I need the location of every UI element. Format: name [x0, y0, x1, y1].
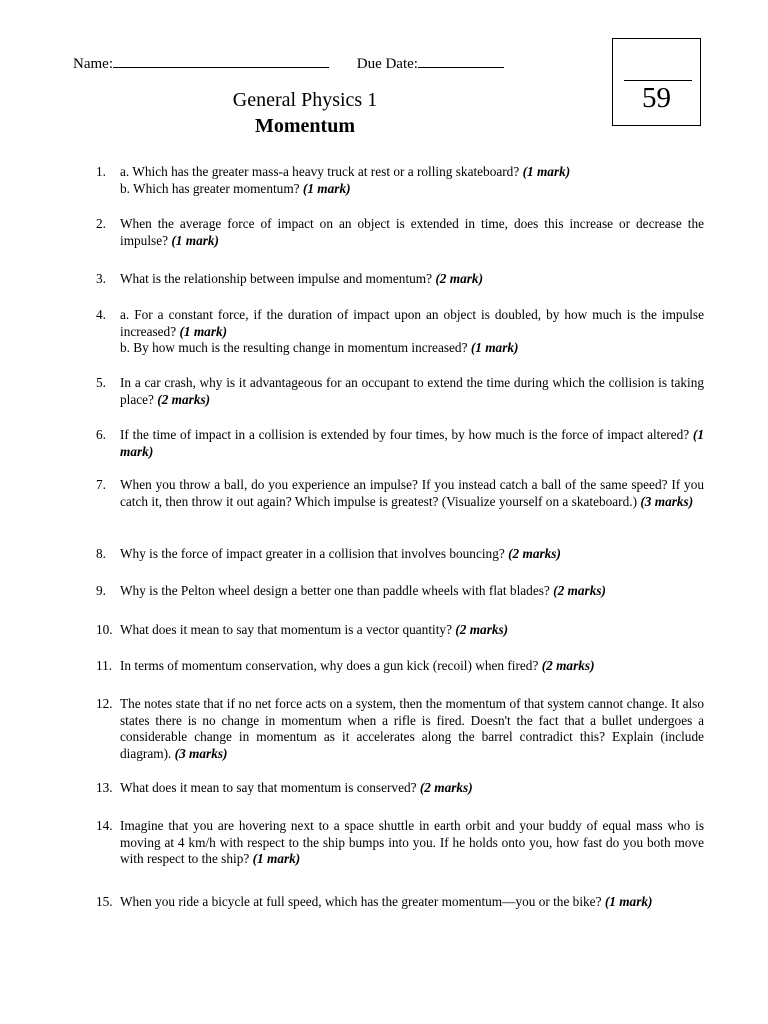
question-line: [120, 477, 704, 510]
question-text-part: Imagine that you are hovering next to a space shuttle in earth orbit and your buddy of equal mass who is moving at 4 km/h with respect to the ship bumps into you. If he holds onto you, how fast do you both move with respect to the ship?: [120, 818, 704, 866]
question-item: [96, 216, 704, 249]
question-text: [120, 622, 704, 639]
mark-value: (2 marks): [157, 391, 211, 407]
question-number: 3.: [96, 271, 106, 286]
question-text: [120, 894, 704, 911]
mark-value: (2 marks): [419, 780, 473, 795]
due-date-blank[interactable]: [418, 53, 504, 68]
question-line: [120, 307, 704, 340]
question-text: [120, 818, 704, 868]
mark-value: (2 marks): [455, 622, 509, 637]
question-text-part: Why is the force of impact greater in a collision that involves bouncing?: [120, 546, 509, 561]
question-number: 9.: [96, 583, 106, 598]
question-line: [120, 546, 704, 563]
mark-value: (1 mark): [120, 427, 704, 459]
topic-title: Momentum: [255, 115, 355, 137]
question-number: 13.: [96, 780, 113, 795]
question-item: [96, 375, 704, 408]
question-line: [120, 696, 704, 762]
question-item: [96, 271, 704, 288]
question-item: [96, 546, 704, 563]
question-text-part: Why is the Pelton wheel design a better one than paddle wheels with flat blades?: [120, 583, 554, 598]
mark-value: (1 mark): [252, 851, 301, 866]
due-date-label: Due Date:: [356, 56, 418, 72]
question-text: [120, 375, 704, 408]
question-number: 7.: [96, 477, 106, 492]
mark-value: (1 mark): [302, 180, 351, 196]
question-item: [96, 477, 704, 510]
question-text-part: If the time of impact in a collision is extended by four times, by how much is the force of impact altered?: [120, 427, 693, 442]
question-item: [96, 658, 704, 675]
question-line: [120, 780, 704, 797]
question-number: 4.: [96, 307, 106, 322]
question-text-part: The notes state that if no net force acts on a system, then the momentum of that system cannot change. It also states there is no change in momentum when a rifle is fired. Doesn't the fact that a bullet undergoes a considerable change in momentum as it accelerates along the barrel contradict this? Explain (include diagram).: [120, 696, 704, 761]
mark-value: (3 marks): [174, 745, 228, 761]
question-line: [120, 427, 704, 460]
question-text-part: a. Which has the greater mass-a heavy truck at rest or a rolling skateboard?: [120, 164, 523, 179]
question-text: [120, 780, 704, 797]
mark-value: (1 mark): [171, 232, 219, 248]
mark-value: (1 mark): [604, 894, 653, 909]
question-item: [96, 583, 704, 600]
question-item: [96, 622, 704, 639]
question-item: [96, 307, 704, 357]
mark-value: (1 mark): [179, 323, 228, 339]
mark-value: (3 marks): [640, 493, 694, 509]
question-text-part: What does it mean to say that momentum is conserved?: [120, 780, 420, 795]
question-item: [96, 164, 704, 197]
question-line: [120, 164, 704, 181]
question-text-part: b. By how much is the resulting change in momentum increased?: [120, 340, 471, 355]
question-line: [120, 894, 704, 911]
header-fields: [73, 53, 504, 73]
question-line: [120, 583, 704, 600]
mark-value: (2 marks): [553, 583, 606, 598]
question-item: [96, 696, 704, 762]
question-number: 8.: [96, 546, 106, 561]
question-text-part: When you ride a bicycle at full speed, which has the greater momentum—you or the bike?: [120, 894, 605, 909]
question-number: 14.: [96, 818, 113, 833]
question-text: [120, 546, 704, 563]
question-number: 15.: [96, 894, 113, 909]
mark-value: (2 mark): [435, 271, 484, 286]
question-number: 5.: [96, 375, 106, 390]
question-text: [120, 696, 704, 762]
score-total: 59: [642, 82, 671, 114]
question-text-part: In a car crash, why is it advantageous for an occupant to extend the time during which the collision is taking place?: [120, 375, 704, 407]
question-line: [120, 375, 704, 408]
question-text-part: What is the relationship between impulse and momentum?: [120, 271, 436, 286]
question-text-part: When the average force of impact on an object is extended in time, does this increase or decrease the impulse?: [120, 216, 704, 248]
question-text: [120, 164, 704, 197]
question-text-part: What does it mean to say that momentum is a vector quantity?: [120, 622, 456, 637]
question-item: [96, 818, 704, 868]
question-number: 1.: [96, 164, 106, 179]
score-line: [624, 80, 692, 81]
question-line: [120, 271, 704, 288]
question-text: [120, 427, 704, 460]
question-text-part: b. Which has greater momentum?: [120, 180, 303, 196]
question-text: [120, 271, 704, 288]
name-blank[interactable]: [113, 53, 329, 68]
course-title: General Physics 1: [232, 89, 378, 111]
question-line: [120, 216, 704, 249]
question-text: [120, 307, 704, 357]
question-text: [120, 477, 704, 510]
question-line: [120, 658, 704, 675]
question-text: [120, 583, 704, 600]
question-text: [120, 658, 704, 675]
question-line: [120, 181, 704, 198]
mark-value: (1 mark): [470, 340, 519, 355]
question-line: [120, 340, 704, 357]
question-number: 6.: [96, 427, 106, 442]
question-number: 2.: [96, 216, 106, 231]
question-number: 12.: [96, 696, 113, 711]
question-text-part: a. For a constant force, if the duration of impact upon an object is doubled, by how much is the impulse increased?: [120, 307, 704, 339]
question-line: [120, 622, 704, 639]
mark-value: (2 marks): [541, 658, 595, 673]
question-line: [120, 818, 704, 868]
question-text: [120, 216, 704, 249]
mark-value: (1 mark): [522, 164, 571, 179]
mark-value: (2 marks): [508, 546, 561, 561]
question-item: [96, 427, 704, 460]
score-box: [612, 38, 701, 126]
question-number: 11.: [96, 658, 113, 673]
question-text-part: In terms of momentum conservation, why does a gun kick (recoil) when fired?: [120, 658, 542, 673]
question-text-part: When you throw a ball, do you experience an impulse? If you instead catch a ball of the same speed? If you catch it, then throw it out again? Which impulse is greatest? (Visualize yourself on a skateboard.): [120, 477, 704, 509]
question-item: [96, 780, 704, 797]
name-label: Name:: [73, 56, 113, 72]
question-item: [96, 894, 704, 911]
question-number: 10.: [96, 622, 113, 637]
